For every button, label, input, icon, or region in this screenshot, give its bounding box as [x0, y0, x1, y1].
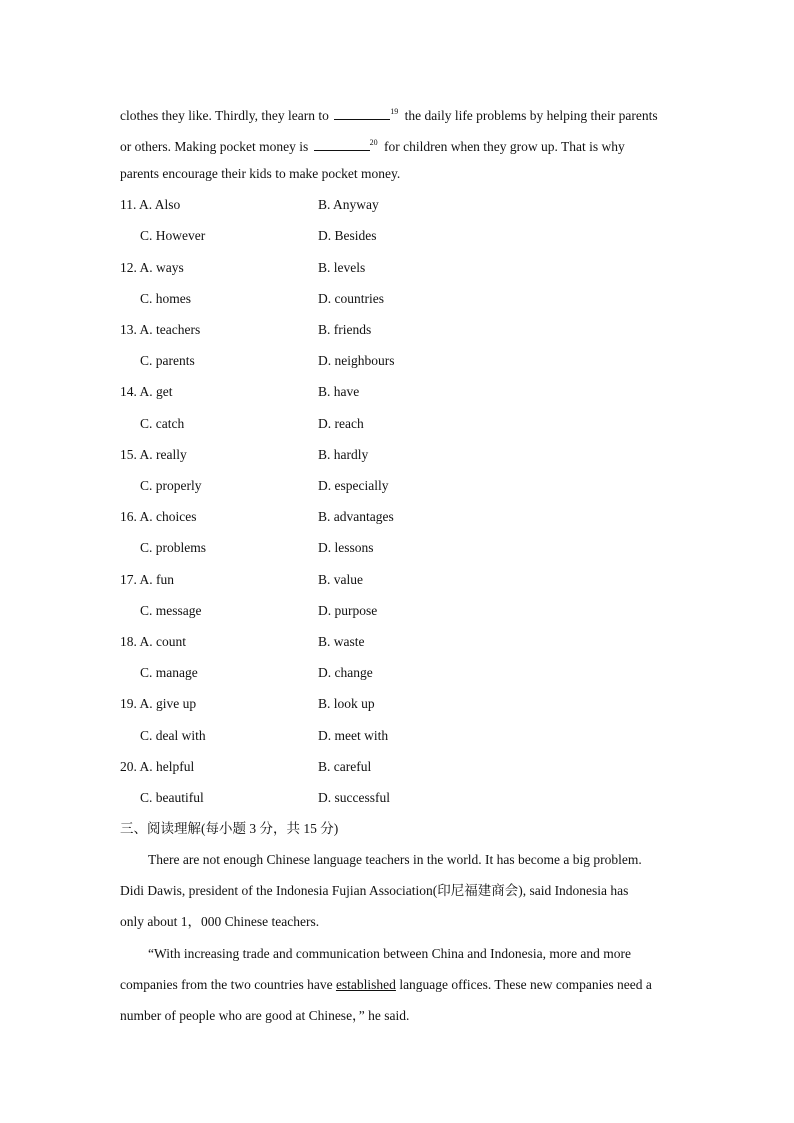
q15-option-a: 15. A. really [120, 447, 187, 462]
section-heading: 三、阅读理解(每小题 3 分，共 15 分) [120, 821, 339, 836]
q18-option-b: B. waste [318, 634, 365, 649]
cloze-text: for children when they grow up. That is why [380, 139, 625, 154]
q17-option-a: 17. A. fun [120, 572, 174, 587]
q12-option-c: C. homes [140, 291, 192, 306]
q17-option-d: D. purpose [318, 603, 378, 618]
q14-option-b: B. have [318, 384, 360, 399]
q13-option-d: D. neighbours [318, 353, 395, 368]
q17-option-b: B. value [318, 572, 363, 587]
q16-option-a: 16. A. choices [120, 509, 197, 524]
q13-option-c: C. parents [140, 353, 195, 368]
cloze-text: or others. Making pocket money is [120, 139, 312, 154]
blank-number: 20 [369, 138, 378, 147]
q11-option-b: B. Anyway [318, 197, 379, 212]
q15-option-b: B. hardly [318, 447, 369, 462]
blank-number: 19 [390, 107, 399, 116]
answer-blank [334, 106, 390, 120]
reading-text: language offices. These new companies need a [395, 977, 652, 992]
q11-option-c: C. However [140, 228, 206, 243]
q11-option-d: D. Besides [318, 228, 377, 243]
cloze-line-3: parents encourage their kids to make pocket money. [120, 166, 401, 181]
reading-p2-line-2 [120, 976, 680, 994]
q14-option-d: D. reach [318, 416, 364, 431]
q16-option-b: B. advantages [318, 509, 394, 524]
cloze-line-2 [120, 134, 625, 156]
reading-text: companies from the two countries have [120, 977, 336, 992]
cloze-text: the daily life problems by helping their parents [401, 108, 658, 123]
q19-option-d: D. meet with [318, 728, 389, 743]
q17-option-c: C. message [140, 603, 202, 618]
q19-option-c: C. deal with [140, 728, 206, 743]
reading-p2-line-1: “With increasing trade and communication between China and Indonesia, more and more [148, 946, 632, 961]
cloze-line-1 [120, 103, 658, 125]
q15-option-d: D. especially [318, 478, 389, 493]
q18-option-d: D. change [318, 665, 373, 680]
answer-blank [314, 137, 370, 151]
q19-option-b: B. look up [318, 696, 375, 711]
q15-option-c: C. properly [140, 478, 202, 493]
underlined-word: established [335, 977, 396, 992]
q13-option-b: B. friends [318, 322, 372, 337]
q18-option-a: 18. A. count [120, 634, 186, 649]
q12-option-a: 12. A. ways [120, 260, 184, 275]
reading-p2-line-3: number of people who are good at Chinese，” he said. [120, 1008, 410, 1023]
q16-option-c: C. problems [140, 540, 206, 555]
cloze-text: clothes they like. Thirdly, they learn to [120, 108, 333, 123]
reading-p1-line-3: only about 1，000 Chinese teachers. [120, 914, 320, 929]
q20-option-c: C. beautiful [140, 790, 204, 805]
q18-option-c: C. manage [140, 665, 198, 680]
q11-option-a: 11. A. Also [120, 197, 181, 212]
reading-p1-line-1: There are not enough Chinese language teachers in the world. It has become a big problem. [148, 852, 642, 867]
reading-p1-line-2: Didi Dawis, president of the Indonesia Fujian Association(印尼福建商会), said Indonesia has [120, 883, 629, 898]
q13-option-a: 13. A. teachers [120, 322, 201, 337]
q16-option-d: D. lessons [318, 540, 374, 555]
q14-option-a: 14. A. get [120, 384, 173, 399]
q19-option-a: 19. A. give up [120, 696, 197, 711]
q12-option-d: D. countries [318, 291, 384, 306]
q20-option-a: 20. A. helpful [120, 759, 195, 774]
q12-option-b: B. levels [318, 260, 366, 275]
q20-option-d: D. successful [318, 790, 390, 805]
q14-option-c: C. catch [140, 416, 185, 431]
q20-option-b: B. careful [318, 759, 372, 774]
